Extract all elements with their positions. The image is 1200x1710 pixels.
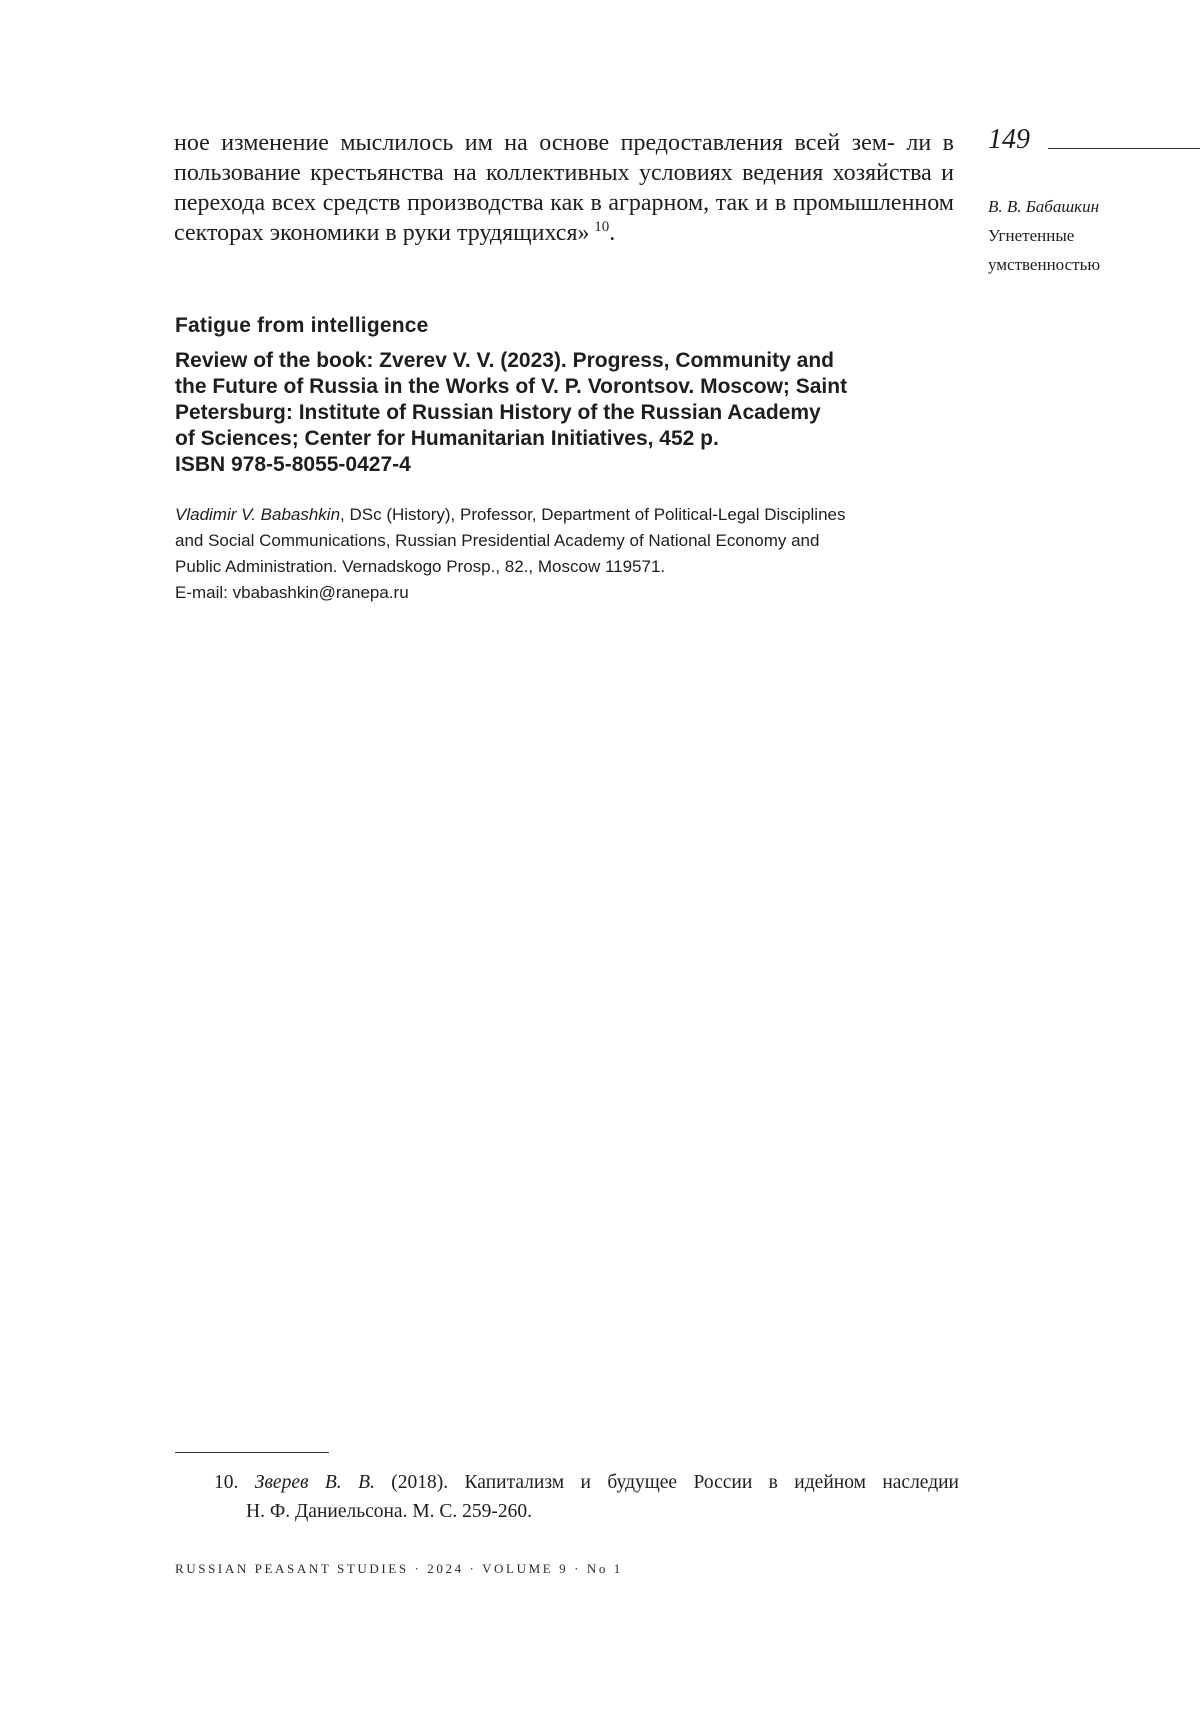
body-line: хозяйства и перехода всех средств производства как в аграрном, [174, 160, 954, 216]
running-head-author: В. В. Бабашкин [988, 197, 1100, 216]
footnote-line: Н. Ф. Даниельсона. М. С. 259-260. [246, 1501, 533, 1522]
footnote-text: (2018). Капитализм и будущее России в идейном наследии [374, 1472, 959, 1493]
page-number-rule [1048, 148, 1200, 149]
book-review-citation [175, 348, 965, 478]
citation-line: ISBN 978-5-8055-0427-4 [175, 453, 411, 476]
running-head-title: Угнетенные [988, 226, 1075, 245]
footnote-rule [175, 1452, 329, 1453]
affiliation-text: , DSc (History), Professor, Department of Political-Legal Disciplines [340, 505, 846, 524]
running-head-title: умственностью [988, 255, 1101, 274]
author-name: Vladimir V. Babashkin [175, 505, 341, 524]
english-summary [175, 312, 965, 606]
page-number: 149 [988, 124, 1030, 155]
citation-line: Petersburg: Institute of Russian History of the Russian Academy [175, 401, 821, 424]
affiliation-line [175, 502, 965, 528]
affiliation-line: and Social Communications, Russian Presidential Academy of National Economy and [175, 531, 820, 550]
citation-line: Review of the book: Zverev V. V. (2023). Progress, Community and [175, 349, 834, 372]
body-line: так и в промышленном секторах экономики в руки трудящихся» [174, 190, 954, 246]
author-affiliation [175, 502, 965, 606]
running-head [988, 192, 1188, 279]
citation-line: the Future of Russia in the Works of V. P. Vorontsov. Moscow; Saint [175, 375, 848, 398]
footnote-author: Зверев В. В. [254, 1472, 375, 1493]
footnote-number: 10. [214, 1472, 239, 1493]
citation-line: of Sciences; Center for Humanitarian Initiatives, 452 p. [175, 427, 719, 450]
footnote-line [214, 1468, 959, 1497]
article-title-english: Fatigue from intelligence [175, 314, 429, 337]
body-end-punctuation: . [609, 220, 616, 246]
body-paragraph [174, 128, 954, 248]
body-line: ли в пользование крестьянства на коллективных условиях ведения [174, 130, 955, 186]
footnote-reference[interactable]: 10 [594, 219, 610, 235]
affiliation-line: Public Administration. Vernadskogo Prosp., 82., Moscow 119571. [175, 557, 666, 576]
journal-footer: RUSSIAN PEASANT STUDIES · 2024 · VOLUME 9 · No 1 [175, 1561, 623, 1576]
body-line: ное изменение мыслилось им на основе предоставления всей зем- [174, 130, 895, 156]
author-email[interactable]: E-mail: vbabashkin@ranepa.ru [175, 583, 409, 602]
footnote [214, 1468, 959, 1526]
